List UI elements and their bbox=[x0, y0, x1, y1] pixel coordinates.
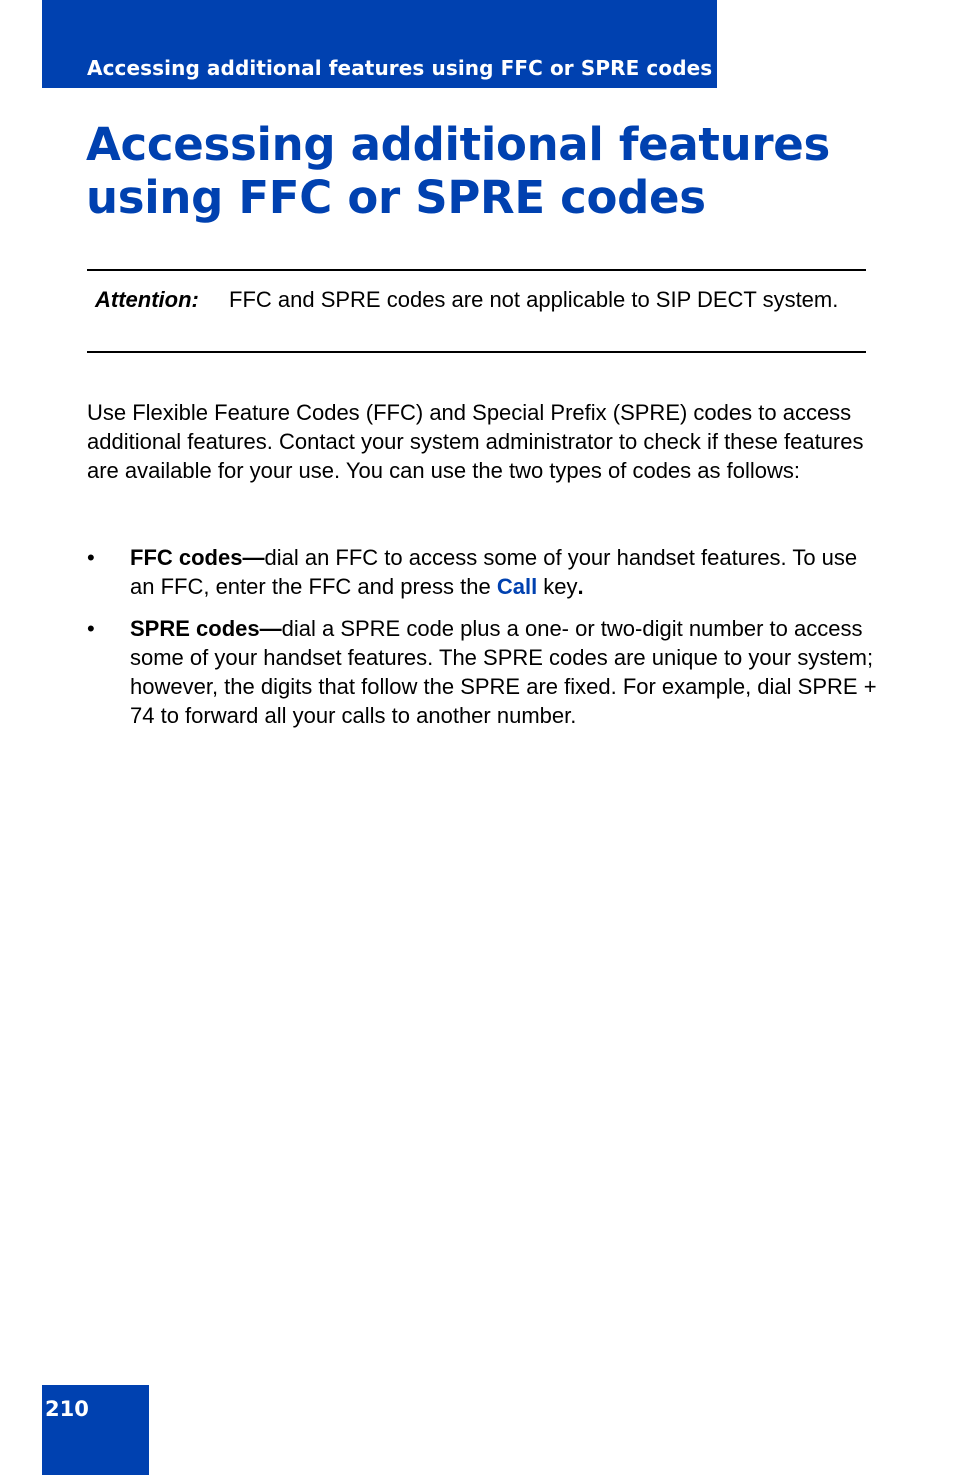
page-title-line-1: Accessing additional features bbox=[86, 118, 830, 171]
list-item-ffc bbox=[87, 543, 877, 601]
feature-code-list bbox=[87, 543, 877, 743]
attention-text: FFC and SPRE codes are not applicable to SIP DECT system. bbox=[229, 287, 839, 312]
running-header: Accessing additional features using FFC or SPRE codes bbox=[87, 56, 713, 80]
page-title bbox=[86, 118, 886, 224]
list-item-spre bbox=[87, 614, 877, 730]
bullet-marker: • bbox=[87, 616, 95, 641]
ffc-term: FFC codes— bbox=[130, 545, 265, 570]
intro-paragraph: Use Flexible Feature Codes (FFC) and Special Prefix (SPRE) codes to access additional features. Contact your system administrator to check if these features are available for your use. You can use the two types of codes as follows: bbox=[87, 400, 864, 483]
ffc-end-punct: . bbox=[577, 574, 584, 599]
attention-label: Attention: bbox=[95, 287, 199, 312]
header-bar bbox=[42, 0, 717, 88]
ffc-description: dial an FFC to access some of your handset features. To use an FFC, enter the FFC and press the bbox=[130, 545, 858, 599]
call-key-name: Call bbox=[496, 574, 538, 599]
bullet-marker: • bbox=[87, 545, 95, 570]
ffc-description-end: key bbox=[537, 574, 578, 599]
page-title-line-2: using FFC or SPRE codes bbox=[86, 171, 706, 224]
page-number: 210 bbox=[45, 1397, 89, 1421]
attention-box bbox=[87, 269, 866, 353]
spre-description: dial a SPRE code plus a one- or two-digit number to access some of your handset features. The SPRE codes are unique to your system; however, the digits that follow the SPRE are fixed. For example, dial SPRE + 74 to forward all your calls to another number. bbox=[130, 616, 877, 728]
spre-term: SPRE codes— bbox=[130, 616, 282, 641]
